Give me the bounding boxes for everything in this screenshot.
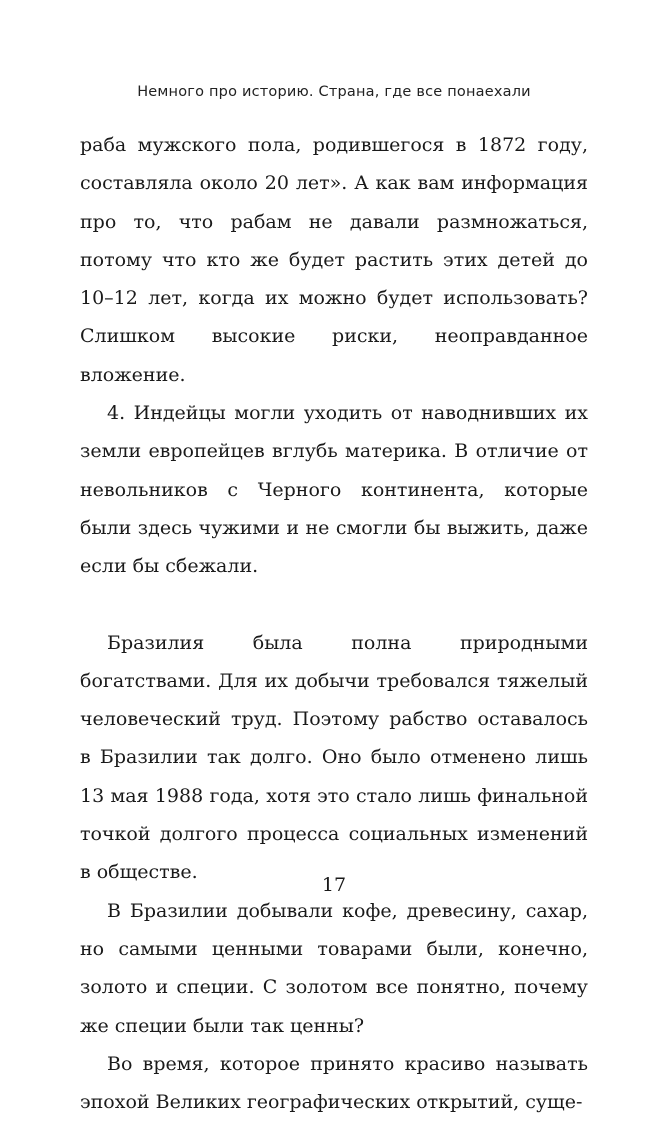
page-number: 17 xyxy=(321,874,347,896)
paragraph-discoveries: Во время, которое принято красиво называть эпохой Великих географических открытий, суще- xyxy=(80,1052,588,1114)
running-header: Немного про историю. Страна, где все понаехали xyxy=(137,84,531,100)
paragraph-brazil-riches: Бразилия была полна природными богатствами. Для их добычи требовался тяжелый человеческий труд. Поэтому рабство оставалось в Бразилии так долго. Оно было отменено лишь 13 мая 1988 года, хотя это стало лишь финальной точкой долгого процесса социальных изменений в обществе. xyxy=(80,631,588,884)
paragraph-continued: раба мужского пола, родившегося в 1872 году, составляла около 20 лет». А как вам информация про то, что рабам не давали размножаться, потому что кто же будет растить этих детей до 10–12 лет, когда их можно будет использовать? Слишком высокие риски, неоправданное вложение. xyxy=(80,134,588,386)
page-body xyxy=(80,126,588,1121)
paragraph-list-item-4: 4. Индейцы могли уходить от наводнивших их земли европейцев вглубь материка. В отличие от невольников с Черного континента, которые были здесь чужими и не смогли бы выжить, даже если бы сбежали. xyxy=(80,402,588,578)
paragraph-goods: В Бразилии добывали кофе, древесину, сахар, но самыми ценными товарами были, конечно, золото и специи. С золотом все понятно, почему же специи были так ценны? xyxy=(80,899,588,1037)
